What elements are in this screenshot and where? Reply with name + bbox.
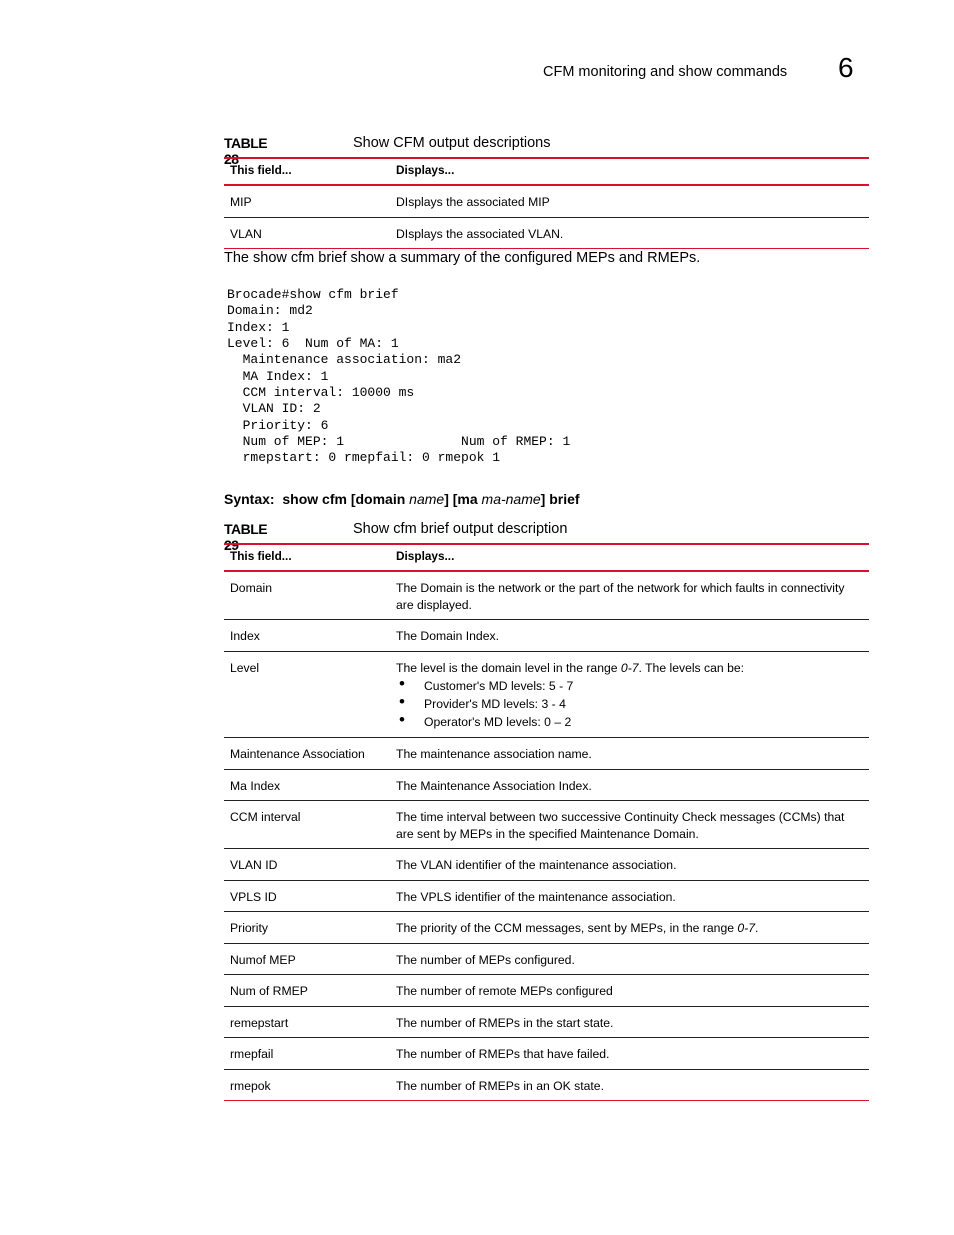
table-28-title: Show CFM output descriptions	[353, 135, 551, 151]
description-text: The level is the domain level in the range	[396, 660, 621, 675]
table-29-label: TABLE 29	[224, 521, 268, 553]
description-text: .	[755, 921, 759, 935]
description-cell: The number of remote MEPs configured	[390, 975, 869, 1007]
description-cell: The number of MEPs configured.	[390, 943, 869, 975]
list-item: • Customer's MD levels: 5 - 7	[396, 677, 863, 695]
syntax-label: Syntax:	[224, 491, 275, 507]
field-cell: rmepfail	[224, 1038, 390, 1070]
table-row	[224, 620, 869, 652]
field-cell: Index	[224, 620, 390, 652]
chapter-number: 6	[838, 52, 854, 83]
field-cell: Numof MEP	[224, 943, 390, 975]
description-cell: The Domain is the network or the part of the network for which faults in connectivity are displayed.	[390, 571, 869, 620]
description-cell: The VPLS identifier of the maintenance association.	[390, 880, 869, 912]
body-paragraph: The show cfm brief show a summary of the configured MEPs and RMEPs.	[224, 250, 701, 266]
syntax-var-name: name	[409, 491, 445, 507]
field-cell: VLAN ID	[224, 849, 390, 881]
range-text: 0-7	[620, 660, 639, 675]
range-text: 0-7	[737, 921, 756, 935]
column-header-displays: Displays...	[390, 158, 869, 185]
table-row	[224, 801, 869, 849]
table-row	[224, 1069, 869, 1101]
description-cell: The number of RMEPs in the start state.	[390, 1006, 869, 1038]
table-header-row	[224, 544, 869, 571]
table-row	[224, 975, 869, 1007]
syntax-middle: ] [ma	[444, 491, 482, 507]
table-28-label: TABLE 28	[224, 135, 268, 167]
field-cell: Priority	[224, 912, 390, 944]
syntax-end: ] brief	[540, 491, 580, 507]
table-row	[224, 880, 869, 912]
description-cell: The time interval between two successive Continuity Check messages (CCMs) that are sent by MEPs in the specified Maintenance Domain.	[390, 801, 869, 849]
field-cell: MIP	[224, 185, 390, 217]
level-list	[396, 677, 863, 731]
column-header-field: This field...	[224, 544, 390, 571]
column-header-field: This field...	[224, 158, 390, 185]
field-cell: Ma Index	[224, 769, 390, 801]
description-cell	[390, 912, 869, 944]
field-cell: VPLS ID	[224, 880, 390, 912]
description-cell: DIsplays the associated VLAN.	[390, 217, 869, 249]
description-cell: The number of RMEPs that have failed.	[390, 1038, 869, 1070]
field-cell: Domain	[224, 571, 390, 620]
description-text: . The levels can be:	[638, 660, 745, 675]
syntax-command: show cfm [domain	[282, 491, 410, 507]
description-cell: The Domain Index.	[390, 620, 869, 652]
field-cell: Maintenance Association	[224, 738, 390, 770]
field-cell: remepstart	[224, 1006, 390, 1038]
field-cell: rmepok	[224, 1069, 390, 1101]
table-row	[224, 943, 869, 975]
table-row	[224, 1038, 869, 1070]
description-cell: DIsplays the associated MIP	[390, 185, 869, 217]
field-cell: VLAN	[224, 217, 390, 249]
table-header-row	[224, 158, 869, 185]
description-cell	[390, 651, 869, 738]
table-row	[224, 217, 869, 249]
table-row	[224, 738, 869, 770]
field-cell: CCM interval	[224, 801, 390, 849]
list-item: • Operator's MD levels: 0 – 2	[396, 713, 863, 731]
table-29-title: Show cfm brief output description	[353, 521, 568, 537]
description-cell: The maintenance association name.	[390, 738, 869, 770]
table-row	[224, 185, 869, 217]
field-cell: Level	[224, 651, 390, 738]
field-cell: Num of RMEP	[224, 975, 390, 1007]
syntax-var-ma-name: ma-name	[481, 491, 541, 507]
code-example: Brocade#show cfm brief Domain: md2 Index: 1 Level: 6 Num of MA: 1 Maintenance association: ma2 MA Index: 1 CCM interval: 10000 ms VLAN ID: 2 Priority: 6 Num of MEP: 1 Num of RMEP: 1 rmepstart: 0 rmepfail: 0 rmepok 1	[227, 287, 571, 466]
table-row	[224, 571, 869, 620]
table-row	[224, 912, 869, 944]
table-29	[224, 543, 869, 1101]
description-text: The priority of the CCM messages, sent by MEPs, in the range	[396, 921, 738, 935]
description-cell: The Maintenance Association Index.	[390, 769, 869, 801]
table-row	[224, 1006, 869, 1038]
table-row	[224, 651, 869, 738]
description-cell: The VLAN identifier of the maintenance association.	[390, 849, 869, 881]
column-header-displays: Displays...	[390, 544, 869, 571]
description-cell: The number of RMEPs in an OK state.	[390, 1069, 869, 1101]
table-row	[224, 769, 869, 801]
list-item: • Provider's MD levels: 3 - 4	[396, 695, 863, 713]
syntax-line	[224, 491, 580, 507]
table-row	[224, 849, 869, 881]
table-28	[224, 157, 869, 249]
running-head: CFM monitoring and show commands	[543, 64, 788, 80]
